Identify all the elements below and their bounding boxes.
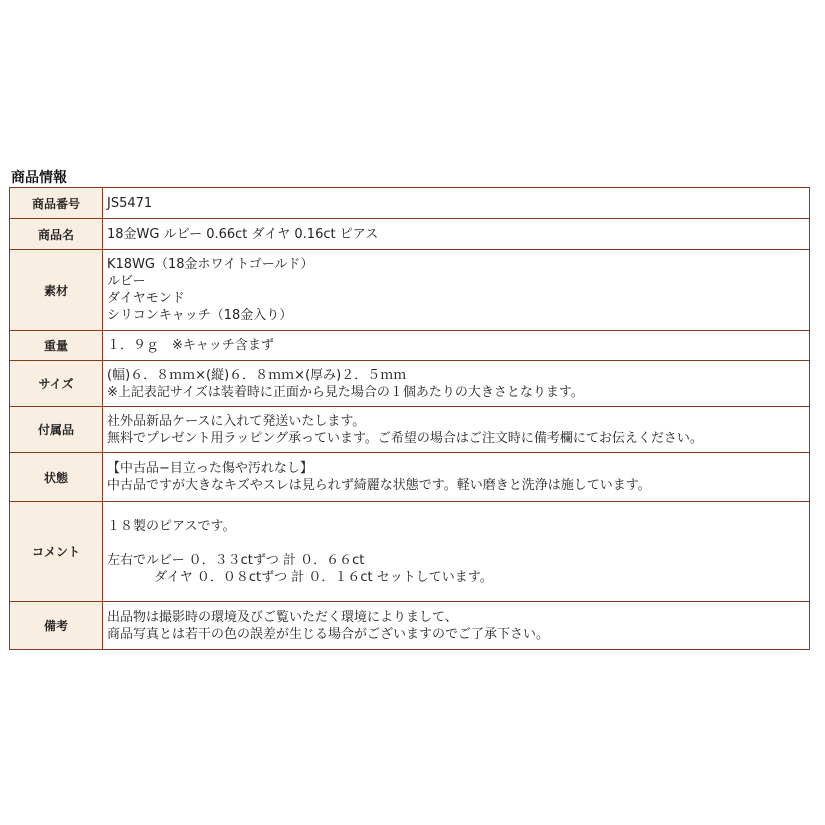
row-product-name bbox=[10, 219, 810, 250]
row-product-number bbox=[10, 188, 810, 219]
remarks-line: 出品物は撮影時の環境及びご覧いただく環境によりまして、 bbox=[107, 609, 458, 625]
row-weight bbox=[10, 331, 810, 361]
label-size: サイズ bbox=[10, 361, 103, 407]
accessories-line: 社外品新品ケースに入れて発送いたします。 bbox=[107, 413, 366, 429]
value-material bbox=[103, 250, 810, 331]
value-accessories bbox=[103, 407, 810, 453]
value-weight: １．９ｇ ※キャッチ含まず bbox=[103, 331, 810, 361]
remarks-line: 商品写真とは若干の色の誤差が生じる場合がございますのでご了承下さい。 bbox=[107, 626, 550, 642]
label-weight: 重量 bbox=[10, 331, 103, 361]
value-condition bbox=[103, 453, 810, 502]
label-product-name: 商品名 bbox=[10, 219, 103, 250]
label-product-number: 商品番号 bbox=[10, 188, 103, 219]
comment-blank-line bbox=[107, 535, 809, 552]
size-line: (幅)６．８ｍｍ×(縦)６．８ｍｍ×(厚み)２．５ｍｍ bbox=[107, 367, 407, 383]
material-line: シリコンキャッチ（18金入り） bbox=[107, 308, 293, 323]
row-condition bbox=[10, 453, 810, 502]
label-comment: コメント bbox=[10, 502, 103, 602]
row-material bbox=[10, 250, 810, 331]
material-line: ダイヤモンド bbox=[107, 291, 185, 306]
value-product-name: 18金WG ルビー 0.66ct ダイヤ 0.16ct ピアス bbox=[103, 219, 810, 250]
value-size bbox=[103, 361, 810, 407]
label-material: 素材 bbox=[10, 250, 103, 331]
condition-line: 【中古品−目立った傷や汚れなし】 bbox=[107, 461, 313, 476]
value-comment bbox=[103, 502, 810, 602]
material-line: K18WG（18金ホワイトゴールド） bbox=[107, 257, 314, 272]
comment-line: 左右でルビー ０．３３ctずつ 計 ０．６６ct bbox=[107, 552, 365, 568]
value-product-number: JS5471 bbox=[103, 188, 810, 219]
label-condition: 状態 bbox=[10, 453, 103, 502]
value-remarks bbox=[103, 602, 810, 650]
section-title: 商品情報 bbox=[11, 170, 67, 186]
row-accessories bbox=[10, 407, 810, 453]
accessories-line: 無料でプレゼント用ラッピング承っています。ご希望の場合はご注文時に備考欄にてお伝えください。 bbox=[107, 430, 703, 446]
label-accessories: 付属品 bbox=[10, 407, 103, 453]
label-remarks: 備考 bbox=[10, 602, 103, 650]
material-line: ルビー bbox=[107, 274, 146, 289]
row-remarks bbox=[10, 602, 810, 650]
size-line: ※上記表記サイズは装着時に正面から見た場合の１個あたりの大きさとなります。 bbox=[107, 384, 584, 400]
comment-line: ダイヤ ０．０８ctずつ 計 ０．１６ct セットしています。 bbox=[154, 569, 493, 585]
row-size bbox=[10, 361, 810, 407]
condition-line: 中古品ですが大きなキズやスレは見られず綺麗な状態です。軽い磨きと洗浄は施しています。 bbox=[107, 478, 651, 493]
comment-line: １８製のピアスです。 bbox=[107, 518, 236, 534]
product-info-table bbox=[9, 187, 810, 650]
row-comment bbox=[10, 502, 810, 602]
